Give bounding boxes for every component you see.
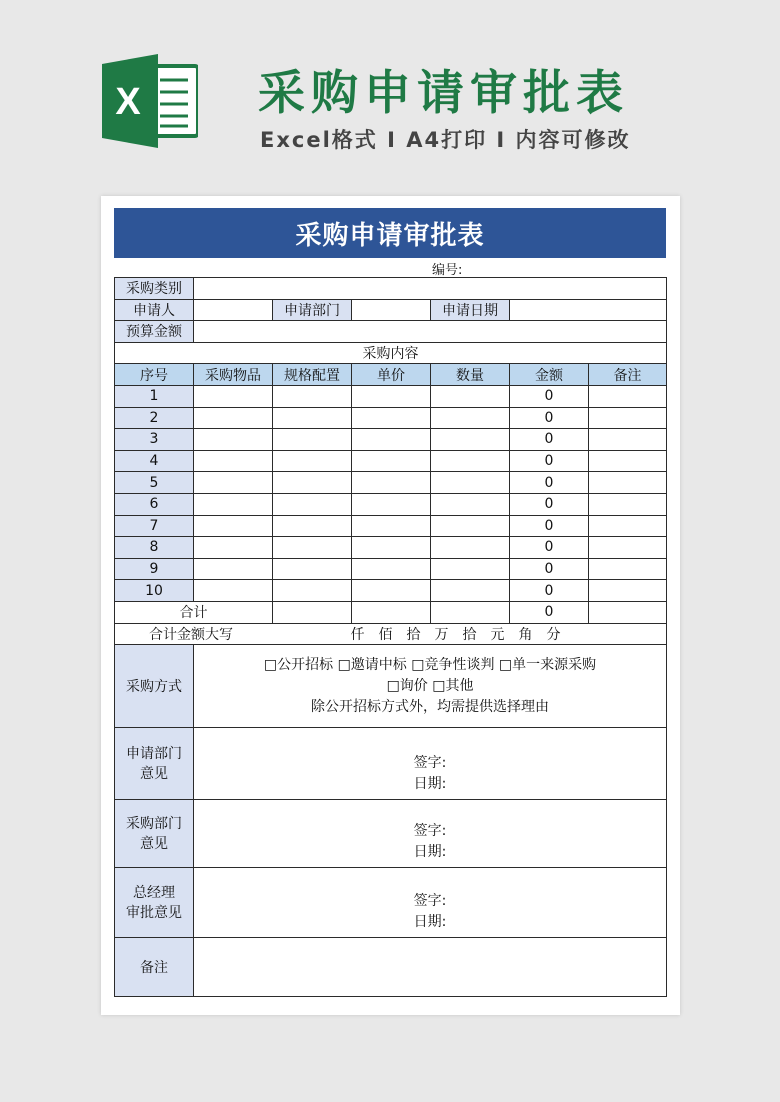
remark-cell[interactable] xyxy=(589,493,667,515)
purchase-approval-table xyxy=(114,277,667,997)
price-cell[interactable] xyxy=(352,429,431,451)
item-cell[interactable] xyxy=(194,429,273,451)
qty-cell[interactable] xyxy=(431,558,510,580)
item-cell[interactable] xyxy=(194,580,273,602)
item-cell[interactable] xyxy=(194,537,273,559)
page-subtitle: Excel格式 I A4打印 I 内容可修改 xyxy=(260,128,631,152)
page-title: 采购申请审批表 xyxy=(258,66,629,121)
budget-label: 预算金额 xyxy=(115,321,194,343)
amount-cell: 0 xyxy=(510,429,589,451)
column-header: 金额 xyxy=(510,364,589,386)
category-field[interactable] xyxy=(194,278,667,300)
column-header: 序号 xyxy=(115,364,194,386)
table-row xyxy=(115,515,667,537)
qty-cell[interactable] xyxy=(431,472,510,494)
form-title-banner: 采购申请审批表 xyxy=(114,208,666,258)
column-header: 规格配置 xyxy=(273,364,352,386)
remark-cell[interactable] xyxy=(589,580,667,602)
excel-logo-icon xyxy=(102,52,198,150)
total-amount: 0 xyxy=(510,601,589,623)
row-number: 6 xyxy=(115,493,194,515)
table-row xyxy=(115,450,667,472)
caps-unit: 角 xyxy=(518,626,533,643)
column-header: 备注 xyxy=(589,364,667,386)
table-row xyxy=(115,537,667,559)
table-row xyxy=(115,558,667,580)
sign-label: 签字: xyxy=(413,823,447,840)
qty-cell[interactable] xyxy=(431,429,510,451)
dept-opinion-field[interactable] xyxy=(194,728,667,800)
price-cell[interactable] xyxy=(352,385,431,407)
qty-cell[interactable] xyxy=(431,537,510,559)
price-cell[interactable] xyxy=(352,537,431,559)
row-number: 4 xyxy=(115,450,194,472)
caps-unit: 仟 xyxy=(350,626,365,643)
spec-cell[interactable] xyxy=(273,472,352,494)
amount-cell: 0 xyxy=(510,385,589,407)
amount-cell: 0 xyxy=(510,515,589,537)
row-number: 10 xyxy=(115,580,194,602)
price-cell[interactable] xyxy=(352,472,431,494)
qty-cell[interactable] xyxy=(431,580,510,602)
price-cell[interactable] xyxy=(352,450,431,472)
method-label: 采购方式 xyxy=(115,645,194,728)
budget-field[interactable] xyxy=(194,321,667,343)
sign-date-label: 日期: xyxy=(413,844,447,861)
spec-cell[interactable] xyxy=(273,429,352,451)
table-row xyxy=(115,385,667,407)
remark-cell[interactable] xyxy=(589,450,667,472)
caps-unit: 拾 xyxy=(462,626,477,643)
amount-cell: 0 xyxy=(510,537,589,559)
amount-cell: 0 xyxy=(510,450,589,472)
spec-cell[interactable] xyxy=(273,450,352,472)
caps-unit: 拾 xyxy=(406,626,421,643)
price-cell[interactable] xyxy=(352,515,431,537)
table-row xyxy=(115,407,667,429)
purchase-opinion-field[interactable] xyxy=(194,800,667,868)
row-number: 2 xyxy=(115,407,194,429)
method-options[interactable] xyxy=(194,645,667,728)
qty-cell[interactable] xyxy=(431,385,510,407)
remark-cell[interactable] xyxy=(589,385,667,407)
table-row xyxy=(115,493,667,515)
spec-cell[interactable] xyxy=(273,558,352,580)
gm-opinion-field[interactable] xyxy=(194,868,667,938)
remark-cell[interactable] xyxy=(589,472,667,494)
dept-label: 申请部门 xyxy=(273,299,352,321)
spec-cell[interactable] xyxy=(273,385,352,407)
qty-cell[interactable] xyxy=(431,450,510,472)
spec-cell[interactable] xyxy=(273,407,352,429)
row-number: 3 xyxy=(115,429,194,451)
category-label: 采购类别 xyxy=(115,278,194,300)
applicant-field[interactable] xyxy=(194,299,273,321)
spec-cell[interactable] xyxy=(273,515,352,537)
item-cell[interactable] xyxy=(194,450,273,472)
price-cell[interactable] xyxy=(352,580,431,602)
sign-date-label: 日期: xyxy=(413,914,447,931)
table-row xyxy=(115,580,667,602)
qty-cell[interactable] xyxy=(431,515,510,537)
price-cell[interactable] xyxy=(352,407,431,429)
price-cell[interactable] xyxy=(352,558,431,580)
amount-cell: 0 xyxy=(510,493,589,515)
total-caps-label: 合计金额大写 xyxy=(149,626,233,643)
item-cell[interactable] xyxy=(194,558,273,580)
method-options-line1[interactable]: □公开招标 □邀请中标 □竞争性谈判 □单一来源采购 xyxy=(263,656,597,673)
caps-units xyxy=(343,627,567,643)
serial-number-label: 编号: xyxy=(432,263,463,278)
amount-cell: 0 xyxy=(510,558,589,580)
row-number: 9 xyxy=(115,558,194,580)
spec-cell[interactable] xyxy=(273,580,352,602)
caps-unit: 元 xyxy=(490,626,505,643)
method-note: 除公开招标方式外，均需提供选择理由 xyxy=(311,698,550,715)
caps-unit: 分 xyxy=(546,626,561,643)
remark-label: 备注 xyxy=(115,938,194,997)
remark-cell[interactable] xyxy=(589,429,667,451)
method-options-line2[interactable]: □询价 □其他 xyxy=(386,677,474,694)
item-cell[interactable] xyxy=(194,385,273,407)
sign-label: 签字: xyxy=(413,893,447,910)
row-number: 8 xyxy=(115,537,194,559)
gm-opinion-label: 总经理 审批意见 xyxy=(115,868,194,938)
row-number: 1 xyxy=(115,385,194,407)
spec-cell[interactable] xyxy=(273,493,352,515)
qty-cell[interactable] xyxy=(431,407,510,429)
column-header: 采购物品 xyxy=(194,364,273,386)
svg-text:X: X xyxy=(115,81,141,123)
column-header: 数量 xyxy=(431,364,510,386)
caps-unit: 佰 xyxy=(378,626,393,643)
table-row xyxy=(115,472,667,494)
remark-cell[interactable] xyxy=(589,407,667,429)
dept-opinion-label: 申请部门 意见 xyxy=(115,728,194,800)
column-header: 单价 xyxy=(352,364,431,386)
qty-cell[interactable] xyxy=(431,493,510,515)
amount-cell: 0 xyxy=(510,472,589,494)
purchase-opinion-label: 采购部门 意见 xyxy=(115,800,194,868)
apply-date-field[interactable] xyxy=(510,299,667,321)
row-number: 5 xyxy=(115,472,194,494)
spec-cell[interactable] xyxy=(273,537,352,559)
applicant-label: 申请人 xyxy=(115,299,194,321)
price-cell[interactable] xyxy=(352,493,431,515)
content-section-title: 采购内容 xyxy=(115,342,667,364)
apply-date-label: 申请日期 xyxy=(431,299,510,321)
amount-cell: 0 xyxy=(510,580,589,602)
table-row xyxy=(115,429,667,451)
item-cell[interactable] xyxy=(194,472,273,494)
remark-cell[interactable] xyxy=(589,515,667,537)
sign-label: 签字: xyxy=(413,755,447,772)
item-cell[interactable] xyxy=(194,493,273,515)
total-label: 合计 xyxy=(115,601,273,623)
item-cell[interactable] xyxy=(194,515,273,537)
sign-date-label: 日期: xyxy=(413,776,447,793)
row-number: 7 xyxy=(115,515,194,537)
dept-field[interactable] xyxy=(352,299,431,321)
amount-cell: 0 xyxy=(510,407,589,429)
remark-field[interactable] xyxy=(194,938,667,997)
item-cell[interactable] xyxy=(194,407,273,429)
remark-cell[interactable] xyxy=(589,558,667,580)
remark-cell[interactable] xyxy=(589,537,667,559)
caps-unit: 万 xyxy=(434,626,449,643)
